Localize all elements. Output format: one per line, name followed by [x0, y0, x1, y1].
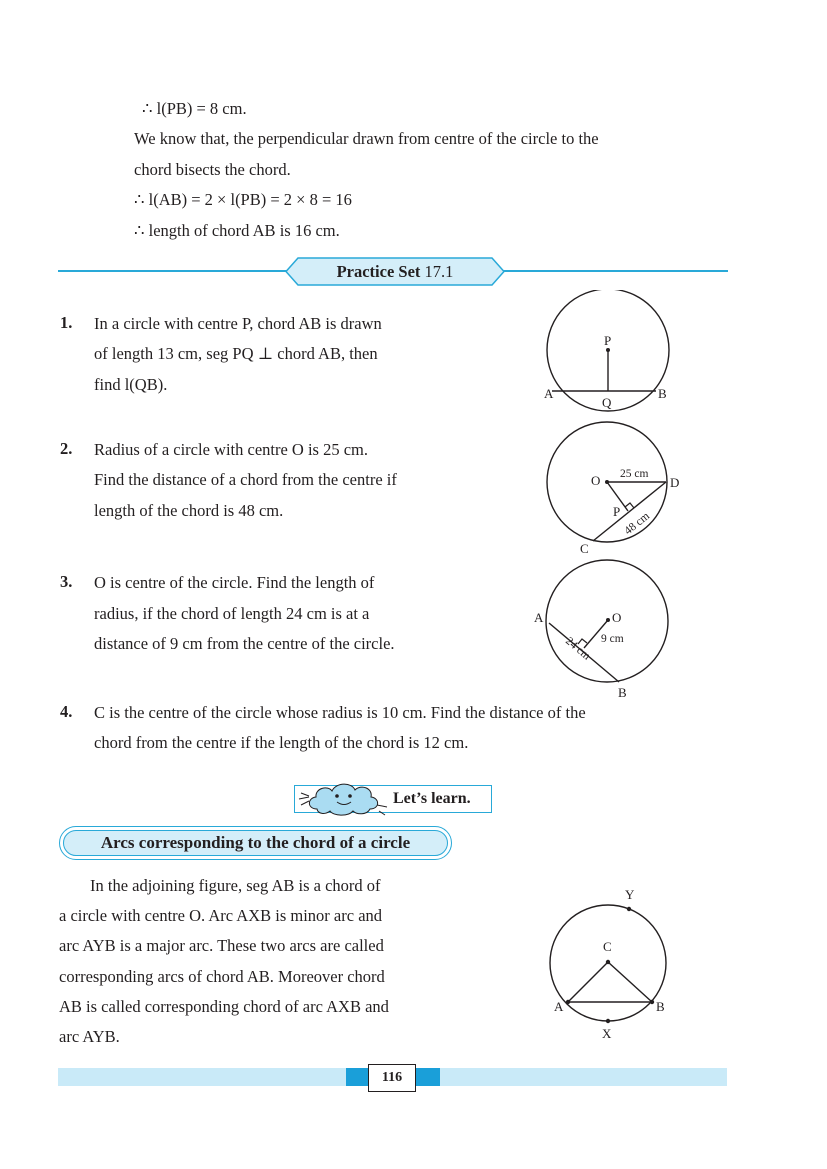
problem-1-number: 1. — [60, 313, 73, 332]
fig2-label-o: O — [591, 473, 601, 488]
fig2-label-d: D — [670, 475, 680, 490]
solution-line-1: ∴ l(PB) = 8 cm. — [142, 99, 247, 118]
problem-3-number: 3. — [60, 572, 73, 591]
solution-line-2: We know that, the perpendicular drawn from centre of the circle to the — [134, 129, 599, 148]
practice-set-number: 17.1 — [424, 262, 454, 281]
section-heading: Arcs corresponding to the chord of a circle — [100, 833, 411, 852]
lets-learn-label: Let’s learn. — [393, 790, 471, 807]
section-figure — [540, 880, 690, 1045]
fig2-measure-radius: 25 cm — [620, 468, 649, 480]
divider-left — [58, 270, 290, 272]
divider-right — [500, 270, 728, 272]
fig2-label-p: P — [613, 504, 621, 519]
fig4-label-b: B — [656, 999, 665, 1014]
lets-learn-badge — [294, 785, 492, 813]
fig3-label-o: O — [612, 610, 622, 625]
problem-1-line-3: find l(QB). — [94, 375, 168, 394]
fig2-label-c: C — [580, 541, 589, 556]
problem-2-number: 2. — [60, 439, 73, 458]
problem-2-line-1: Radius of a circle with centre O is 25 cm. — [94, 440, 368, 459]
fig2-measure-chord: 48 cm — [622, 510, 652, 538]
practice-set-label: Practice Set — [336, 262, 421, 281]
problem-4-line-1: C is the centre of the circle whose radius is 10 cm. Find the distance of the — [94, 703, 586, 722]
fig1-label-p: P — [604, 333, 612, 348]
problem-3-figure — [520, 556, 680, 701]
problem-4-line-2: chord from the centre if the length of the chord is 12 cm. — [94, 733, 469, 752]
section-line-1: In the adjoining figure, seg AB is a chord of — [90, 876, 381, 895]
fig1-label-b: B — [658, 386, 667, 401]
fig3-measure-distance: 9 cm — [601, 633, 624, 645]
solution-line-3: chord bisects the chord. — [134, 160, 291, 179]
section-line-6: arc AYB. — [59, 1027, 120, 1046]
problem-3-line-1: O is centre of the circle. Find the length of — [94, 573, 375, 592]
cloud-mascot-icon — [297, 779, 393, 819]
problem-2-line-3: length of the chord is 48 cm. — [94, 501, 284, 520]
section-line-2: a circle with centre O. Arc AXB is minor arc and — [59, 906, 383, 925]
problem-4-number: 4. — [60, 702, 73, 721]
section-line-3: arc AYB is a major arc. These two arcs are called — [59, 936, 384, 955]
problem-2-figure — [540, 420, 690, 560]
section-heading-frame — [59, 826, 452, 860]
problem-2-line-2: Find the distance of a chord from the centre if — [94, 470, 397, 489]
solution-line-4: ∴ l(AB) = 2 × l(PB) = 2 × 8 = 16 — [134, 190, 352, 209]
fig4-label-x: X — [602, 1026, 612, 1041]
fig4-label-a: A — [554, 999, 564, 1014]
fig1-label-a: A — [544, 386, 554, 401]
section-line-5: AB is called corresponding chord of arc AXB and — [59, 997, 389, 1016]
fig1-label-q: Q — [602, 395, 612, 410]
problem-3-line-3: distance of 9 cm from the centre of the circle. — [94, 634, 395, 653]
problem-1-figure — [530, 290, 680, 415]
problem-3-line-2: radius, if the chord of length 24 cm is at a — [94, 604, 370, 623]
fig3-measure-chord: 24 cm — [563, 635, 593, 663]
fig4-label-c: C — [603, 939, 612, 954]
solution-line-5: ∴ length of chord AB is 16 cm. — [134, 221, 340, 240]
fig3-label-a: A — [534, 610, 544, 625]
fig3-label-b: B — [618, 685, 627, 700]
page-number: 116 — [368, 1064, 416, 1092]
fig4-label-y: Y — [625, 887, 635, 902]
problem-1-line-1: In a circle with centre P, chord AB is drawn — [94, 314, 382, 333]
problem-1-line-2: of length 13 cm, seg PQ ⊥ chord AB, then — [94, 344, 378, 363]
practice-set-title — [284, 260, 506, 284]
section-line-4: corresponding arcs of chord AB. Moreover chord — [59, 967, 385, 986]
